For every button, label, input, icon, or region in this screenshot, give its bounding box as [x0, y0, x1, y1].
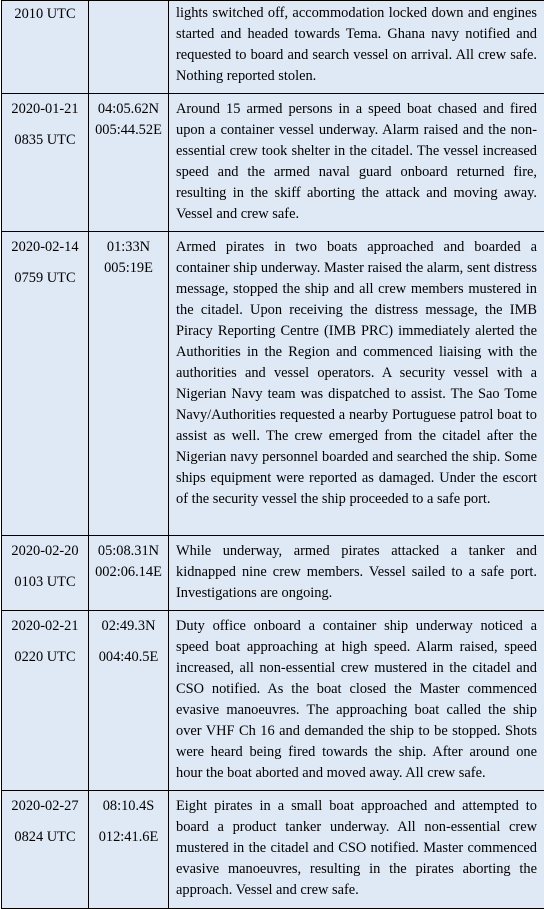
date-time-cell: [2, 94, 89, 232]
description-cell: [169, 791, 544, 909]
longitude-text: 004:40.5E: [89, 637, 168, 668]
description-text: Around 15 armed persons in a speed boat chased and fired upon a container vessel underway. Alarm raised and the non-essential crew took shelter in the citadel. The vessel increased speed and the armed naval guard onboard returned fire, resulting in the skiff aborting the attack and moving away. Vessel and crew safe.: [176, 99, 537, 225]
longitude-text: 005:44.52E: [89, 120, 168, 141]
description-text: Duty office onboard a container ship underway noticed a speed boat approaching at high speed. Alarm raised, speed increased, all non-essential crew mustered in the citadel and CSO notified. As the boat closed the Master commenced evasive manoeuvres. The approaching boat called the ship over VHF Ch 16 and demanded the ship to be stopped. Shots were heard being fired towards the ship. After around one hour the boat aborted and moved away. All crew safe.: [176, 616, 537, 784]
date-text: 2020-02-21: [2, 611, 88, 637]
longitude-text: 012:41.6E: [89, 817, 168, 848]
time-text: 2010 UTC: [2, 1, 88, 25]
position-cell: [89, 611, 169, 791]
date-text: 2020-02-27: [2, 791, 88, 817]
date-text: 2020-01-21: [2, 94, 88, 120]
description-text: lights switched off, accommodation locked down and engines started and headed towards Tema. Ghana navy notified and requested to board and search vessel on arrival. All crew safe. Nothing reported stolen.: [176, 3, 537, 87]
table-row: [2, 232, 544, 536]
date-time-cell: [2, 232, 89, 536]
table-row: [2, 536, 544, 611]
longitude-text: 005:19E: [89, 258, 168, 279]
time-text: 0220 UTC: [2, 637, 88, 668]
longitude-text: 002:06.14E: [89, 562, 168, 583]
date-time-cell: [2, 791, 89, 909]
latitude-text: 04:05.62N: [89, 94, 168, 120]
date-time-cell: [2, 1, 89, 94]
table-row: [2, 94, 544, 232]
time-text: 0759 UTC: [2, 258, 88, 289]
latitude-text: 02:49.3N: [89, 611, 168, 637]
description-text: Eight pirates in a small boat approached and attempted to board a product tanker underway. All non-essential crew mustered in the citadel and CSO notified. Master commenced evasive manoeuvres, resulting in the pirates aborting the approach. Vessel and crew safe.: [176, 796, 537, 901]
time-text: 0835 UTC: [2, 120, 88, 151]
description-cell: [169, 94, 544, 232]
date-text: 2020-02-14: [2, 232, 88, 258]
description-text: Armed pirates in two boats approached and boarded a container ship underway. Master raised the alarm, sent distress message, stopped the ship and all crew members mustered in the citadel. Upon receiving the distress message, the IMB Piracy Reporting Centre (IMB PRC) immediately alerted the Authorities in the Region and commenced liaising with the authorities and vessel operators. A security vessel with a Nigerian Navy team was dispatched to assist. The Sao Tome Navy/Authorities requested a nearby Portuguese patrol boat to assist as well. The crew emerged from the citadel after the Nigerian navy personnel boarded and searched the ship. Some ships equipment were reported as damaged. Under the escort of the security vessel the ship proceeded to a safe port.: [176, 237, 537, 510]
position-cell: [89, 791, 169, 909]
table-row: [2, 791, 544, 909]
table-row: [2, 1, 544, 94]
position-cell: [89, 232, 169, 536]
date-time-cell: [2, 536, 89, 611]
description-cell: [169, 1, 544, 94]
incident-table: [1, 0, 544, 909]
description-cell: [169, 536, 544, 611]
date-text: 2020-02-20: [2, 536, 88, 562]
description-text: While underway, armed pirates attacked a tanker and kidnapped nine crew members. Vessel sailed to a safe port. Investigations are ongoing.: [176, 541, 537, 604]
table-row: [2, 611, 544, 791]
description-cell: [169, 611, 544, 791]
time-text: 0824 UTC: [2, 817, 88, 848]
description-cell: [169, 232, 544, 536]
position-cell: [89, 536, 169, 611]
latitude-text: 08:10.4S: [89, 791, 168, 817]
position-cell: [89, 94, 169, 232]
latitude-text: 05:08.31N: [89, 536, 168, 562]
date-time-cell: [2, 611, 89, 791]
time-text: 0103 UTC: [2, 562, 88, 593]
position-cell: [89, 1, 169, 94]
latitude-text: 01:33N: [89, 232, 168, 258]
